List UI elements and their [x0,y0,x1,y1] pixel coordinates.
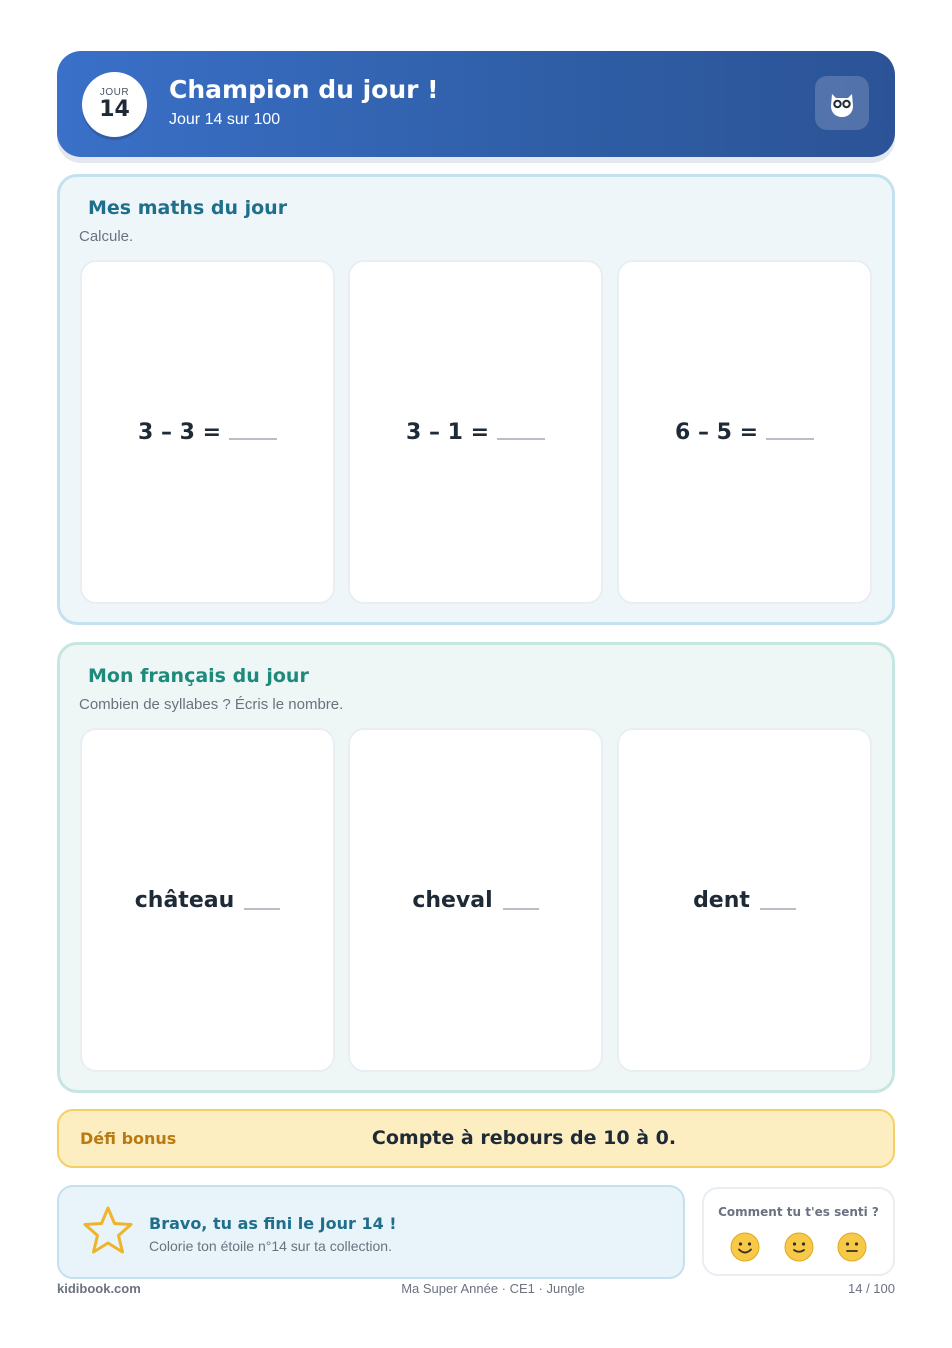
word: château [134,887,235,913]
smile-face-icon[interactable] [784,1232,814,1262]
word-card [80,728,335,1072]
feeling-box [702,1187,895,1276]
math-card [80,260,335,604]
french-section [57,642,895,1093]
bonus-banner [57,1109,895,1168]
day-header [57,51,895,157]
answer-blank[interactable] [503,908,539,910]
star-icon[interactable] [81,1204,135,1262]
day-badge-label: JOUR [99,87,130,98]
feeling-question: Comment tu t'es senti ? [718,1205,879,1219]
completion-banner [57,1185,685,1279]
math-expression: 6 – 5 = [674,419,759,445]
footer-page: 14 / 100 [848,1281,895,1296]
answer-blank[interactable] [766,438,814,440]
french-section-title: Mon français du jour [88,665,309,687]
word: dent [693,887,750,913]
math-section-title: Mes maths du jour [88,197,288,219]
neutral-face-icon[interactable] [837,1232,867,1262]
bonus-label: Défi bonus [80,1129,177,1148]
math-expression: 3 – 1 = [405,419,490,445]
math-expression: 3 – 3 = [137,419,222,445]
completion-title: Bravo, tu as fini le Jour 14 ! [149,1214,397,1233]
page-title: Champion du jour ! [169,75,439,104]
page-subtitle: Jour 14 sur 100 [169,111,281,128]
footer-book: Ma Super Année · CE1 · Jungle [401,1281,585,1296]
answer-blank[interactable] [497,438,545,440]
happy-face-icon[interactable] [730,1232,760,1262]
math-section [57,174,895,625]
completion-subtitle: Colorie ton étoile n°14 sur ta collection. [149,1238,392,1254]
day-badge-number: 14 [99,97,130,122]
bonus-text: Compte à rebours de 10 à 0. [371,1127,677,1149]
math-instruction: Calcule. [79,228,134,245]
math-card [617,260,872,604]
footer-site: kidibook.com [57,1281,141,1296]
word: cheval [412,887,493,913]
answer-blank[interactable] [244,908,280,910]
owl-icon [815,76,869,130]
word-card [617,728,872,1072]
math-card [348,260,603,604]
word-card [348,728,603,1072]
answer-blank[interactable] [760,908,796,910]
day-badge [82,72,147,137]
french-instruction: Combien de syllabes ? Écris le nombre. [79,696,344,713]
answer-blank[interactable] [229,438,277,440]
